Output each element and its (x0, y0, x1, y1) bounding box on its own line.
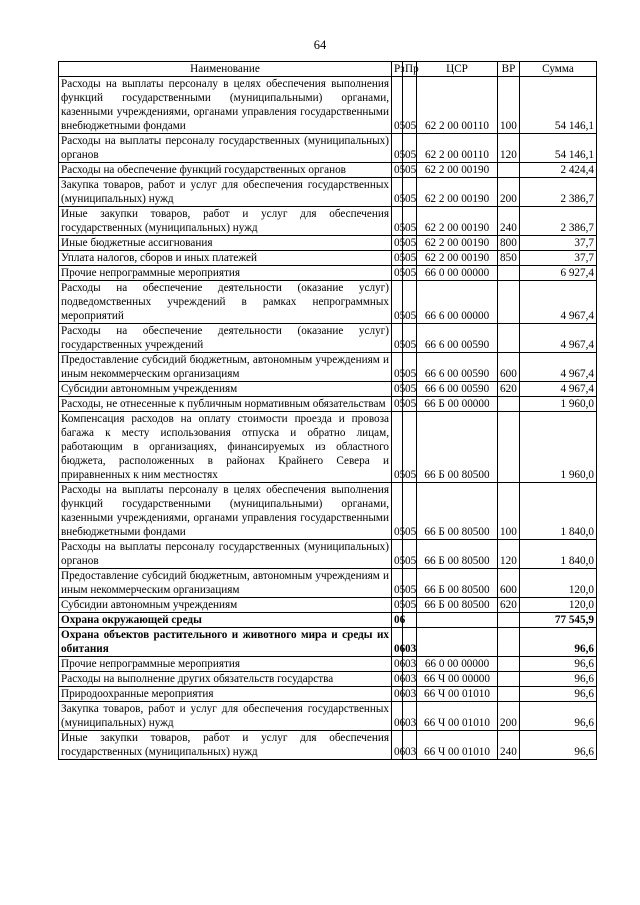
row-rz-cell: 05 (392, 412, 403, 483)
row-pr-cell: 05 (403, 324, 417, 353)
row-vr-cell: 120 (498, 134, 520, 163)
table-row (59, 397, 597, 412)
row-sum-cell: 120,0 (520, 598, 597, 613)
row-name-cell: Расходы на выплаты персоналу в целях обеспечения выполнения функций государственными (муниципальными) органами, казенными учреждениями, органами управления государственными внебюджетными фондами (59, 77, 392, 134)
row-rz-cell: 05 (392, 353, 403, 382)
row-csr-cell: 62 2 00 00110 (417, 77, 498, 134)
row-sum-cell: 120,0 (520, 569, 597, 598)
row-csr-cell: 66 0 00 00000 (417, 657, 498, 672)
row-sum-cell: 4 967,4 (520, 382, 597, 397)
row-vr-cell: 200 (498, 178, 520, 207)
table-row (59, 134, 597, 163)
row-csr-cell: 66 Б 00 00000 (417, 397, 498, 412)
row-pr-cell: 05 (403, 207, 417, 236)
row-name-cell: Иные закупки товаров, работ и услуг для обеспечения государственных (муниципальных) нужд (59, 731, 392, 760)
table-row (59, 483, 597, 540)
row-sum-cell: 1 840,0 (520, 540, 597, 569)
row-rz-cell: 06 (392, 702, 403, 731)
row-rz-cell: 06 (392, 687, 403, 702)
row-vr-cell (498, 397, 520, 412)
table-row (59, 77, 597, 134)
row-vr-cell: 620 (498, 382, 520, 397)
table-row (59, 672, 597, 687)
row-vr-cell (498, 266, 520, 281)
table-row (59, 412, 597, 483)
row-sum-cell: 54 146,1 (520, 77, 597, 134)
row-name-cell: Расходы на обеспечение деятельности (оказание услуг) подведомственных учреждений в рамках непрограммных мероприятий (59, 281, 392, 324)
page-number: 64 (313, 38, 327, 52)
row-rz-cell: 05 (392, 324, 403, 353)
row-vr-cell (498, 672, 520, 687)
row-pr-cell: 03 (403, 702, 417, 731)
row-name-cell: Расходы, не отнесенные к публичным нормативным обязательствам (59, 397, 392, 412)
row-rz-cell: 05 (392, 77, 403, 134)
row-csr-cell: 62 2 00 00190 (417, 236, 498, 251)
table-row (59, 628, 597, 657)
row-pr-cell: 05 (403, 77, 417, 134)
header-sum: Сумма (520, 62, 597, 77)
row-vr-cell: 240 (498, 731, 520, 760)
row-sum-cell: 96,6 (520, 657, 597, 672)
table-row (59, 251, 597, 266)
table-row (59, 207, 597, 236)
table-row (59, 178, 597, 207)
row-pr-cell: 05 (403, 483, 417, 540)
table-row (59, 353, 597, 382)
row-vr-cell: 600 (498, 353, 520, 382)
row-vr-cell: 200 (498, 702, 520, 731)
row-pr-cell: 03 (403, 672, 417, 687)
row-pr-cell: 05 (403, 281, 417, 324)
table-row (59, 266, 597, 281)
row-csr-cell: 66 Ч 00 01010 (417, 702, 498, 731)
row-csr-cell: 62 2 00 00190 (417, 178, 498, 207)
row-name-cell: Охрана объектов растительного и животного мира и среды их обитания (59, 628, 392, 657)
row-pr-cell: 03 (403, 628, 417, 657)
table-row (59, 236, 597, 251)
row-pr-cell: 05 (403, 251, 417, 266)
row-rz-cell: 06 (392, 628, 403, 657)
row-sum-cell: 54 146,1 (520, 134, 597, 163)
row-vr-cell (498, 613, 520, 628)
row-name-cell: Компенсация расходов на оплату стоимости проезда и провоза багажа к месту использования отпуска и обратно лицам, работающим в организациях, финансируемых из областного бюджета, расположенных в районах Крайнего Севера и приравненных к ним местностях (59, 412, 392, 483)
table-row (59, 702, 597, 731)
row-rz-cell: 05 (392, 251, 403, 266)
row-sum-cell: 1 960,0 (520, 412, 597, 483)
row-csr-cell: 66 Б 00 80500 (417, 569, 498, 598)
row-sum-cell: 96,6 (520, 687, 597, 702)
table-row (59, 687, 597, 702)
row-sum-cell: 37,7 (520, 251, 597, 266)
row-csr-cell: 66 6 00 00590 (417, 324, 498, 353)
row-name-cell: Прочие непрограммные мероприятия (59, 657, 392, 672)
row-csr-cell: 62 2 00 00190 (417, 251, 498, 266)
row-sum-cell: 37,7 (520, 236, 597, 251)
row-sum-cell: 96,6 (520, 702, 597, 731)
row-rz-cell: 05 (392, 382, 403, 397)
row-pr-cell: 05 (403, 163, 417, 178)
table-row (59, 163, 597, 178)
row-csr-cell: 66 Б 00 80500 (417, 412, 498, 483)
row-vr-cell (498, 281, 520, 324)
row-name-cell: Субсидии автономным учреждениям (59, 382, 392, 397)
row-sum-cell: 2 386,7 (520, 178, 597, 207)
row-csr-cell: 66 Б 00 80500 (417, 598, 498, 613)
row-rz-cell: 05 (392, 569, 403, 598)
row-vr-cell: 240 (498, 207, 520, 236)
row-csr-cell: 66 Б 00 80500 (417, 483, 498, 540)
row-sum-cell: 6 927,4 (520, 266, 597, 281)
row-name-cell: Расходы на обеспечение функций государственных органов (59, 163, 392, 178)
row-pr-cell: 03 (403, 731, 417, 760)
row-rz-cell: 05 (392, 598, 403, 613)
row-csr-cell: 66 Ч 00 01010 (417, 731, 498, 760)
row-pr-cell: 05 (403, 382, 417, 397)
row-pr-cell: 05 (403, 178, 417, 207)
row-name-cell: Прочие непрограммные мероприятия (59, 266, 392, 281)
table-row (59, 598, 597, 613)
table-row (59, 324, 597, 353)
row-csr-cell: 62 2 00 00190 (417, 163, 498, 178)
row-vr-cell: 100 (498, 483, 520, 540)
row-csr-cell: 66 6 00 00590 (417, 353, 498, 382)
header-pr: Пр (403, 62, 417, 77)
row-rz-cell: 05 (392, 236, 403, 251)
row-rz-cell: 06 (392, 731, 403, 760)
row-vr-cell (498, 687, 520, 702)
row-vr-cell (498, 163, 520, 178)
row-pr-cell: 05 (403, 540, 417, 569)
row-vr-cell: 850 (498, 251, 520, 266)
table-row (59, 281, 597, 324)
row-csr-cell: 66 6 00 00000 (417, 281, 498, 324)
row-name-cell: Предоставление субсидий бюджетным, автономным учреждениям и иным некоммерческим организациям (59, 569, 392, 598)
row-pr-cell: 05 (403, 134, 417, 163)
row-rz-cell: 05 (392, 207, 403, 236)
row-sum-cell: 1 960,0 (520, 397, 597, 412)
row-vr-cell: 120 (498, 540, 520, 569)
row-csr-cell (417, 628, 498, 657)
row-pr-cell: 05 (403, 353, 417, 382)
row-pr-cell: 05 (403, 266, 417, 281)
row-sum-cell: 1 840,0 (520, 483, 597, 540)
row-rz-cell: 05 (392, 397, 403, 412)
row-pr-cell: 03 (403, 687, 417, 702)
row-name-cell: Расходы на выплаты персоналу государственных (муниципальных) органов (59, 540, 392, 569)
row-sum-cell: 96,6 (520, 731, 597, 760)
row-sum-cell: 4 967,4 (520, 353, 597, 382)
row-pr-cell: 05 (403, 397, 417, 412)
row-vr-cell: 600 (498, 569, 520, 598)
row-vr-cell: 620 (498, 598, 520, 613)
table-row (59, 613, 597, 628)
row-name-cell: Охрана окружающей среды (59, 613, 392, 628)
row-pr-cell: 05 (403, 598, 417, 613)
header-csr: ЦСР (417, 62, 498, 77)
row-name-cell: Иные закупки товаров, работ и услуг для обеспечения государственных (муниципальных) нужд (59, 207, 392, 236)
row-rz-cell: 06 (392, 672, 403, 687)
row-rz-cell: 05 (392, 483, 403, 540)
row-rz-cell: 06 (392, 613, 403, 628)
table-row (59, 731, 597, 760)
table-header-row (59, 62, 597, 77)
row-pr-cell: 05 (403, 412, 417, 483)
row-rz-cell: 05 (392, 178, 403, 207)
row-name-cell: Расходы на выплаты персоналу в целях обеспечения выполнения функций государственными (муниципальными) органами, казенными учреждениями, органами управления государственными внебюджетными фондами (59, 483, 392, 540)
row-csr-cell (417, 613, 498, 628)
table-row (59, 657, 597, 672)
row-name-cell: Закупка товаров, работ и услуг для обеспечения государственных (муниципальных) нужд (59, 178, 392, 207)
row-sum-cell: 4 967,4 (520, 324, 597, 353)
row-pr-cell: 03 (403, 657, 417, 672)
table-row (59, 540, 597, 569)
row-sum-cell: 77 545,9 (520, 613, 597, 628)
row-sum-cell: 4 967,4 (520, 281, 597, 324)
row-pr-cell: 05 (403, 236, 417, 251)
row-csr-cell: 66 6 00 00590 (417, 382, 498, 397)
table-row (59, 382, 597, 397)
row-vr-cell (498, 412, 520, 483)
row-name-cell: Расходы на выплаты персоналу государственных (муниципальных) органов (59, 134, 392, 163)
row-csr-cell: 66 Б 00 80500 (417, 540, 498, 569)
row-name-cell: Субсидии автономным учреждениям (59, 598, 392, 613)
row-name-cell: Природоохранные мероприятия (59, 687, 392, 702)
row-vr-cell: 800 (498, 236, 520, 251)
row-csr-cell: 66 Ч 00 00000 (417, 672, 498, 687)
row-name-cell: Расходы на выполнение других обязательств государства (59, 672, 392, 687)
row-name-cell: Иные бюджетные ассигнования (59, 236, 392, 251)
row-rz-cell: 05 (392, 266, 403, 281)
row-rz-cell: 05 (392, 134, 403, 163)
row-csr-cell: 62 2 00 00110 (417, 134, 498, 163)
row-vr-cell (498, 628, 520, 657)
row-rz-cell: 05 (392, 540, 403, 569)
header-vr: ВР (498, 62, 520, 77)
row-sum-cell: 2 424,4 (520, 163, 597, 178)
row-rz-cell: 06 (392, 657, 403, 672)
row-csr-cell: 62 2 00 00190 (417, 207, 498, 236)
row-rz-cell: 05 (392, 281, 403, 324)
row-name-cell: Закупка товаров, работ и услуг для обеспечения государственных (муниципальных) нужд (59, 702, 392, 731)
row-vr-cell (498, 324, 520, 353)
header-name: Наименование (59, 62, 392, 77)
row-name-cell: Предоставление субсидий бюджетным, автономным учреждениям и иным некоммерческим организациям (59, 353, 392, 382)
header-rz: Рз (392, 62, 403, 77)
row-csr-cell: 66 0 00 00000 (417, 266, 498, 281)
row-csr-cell: 66 Ч 00 01010 (417, 687, 498, 702)
row-sum-cell: 96,6 (520, 672, 597, 687)
row-name-cell: Уплата налогов, сборов и иных платежей (59, 251, 392, 266)
row-name-cell: Расходы на обеспечение деятельности (оказание услуг) государственных учреждений (59, 324, 392, 353)
row-rz-cell: 05 (392, 163, 403, 178)
table-body (59, 77, 597, 760)
row-vr-cell: 100 (498, 77, 520, 134)
table-row (59, 569, 597, 598)
budget-table (58, 61, 597, 760)
row-vr-cell (498, 657, 520, 672)
row-sum-cell: 96,6 (520, 628, 597, 657)
row-pr-cell: 05 (403, 569, 417, 598)
row-sum-cell: 2 386,7 (520, 207, 597, 236)
